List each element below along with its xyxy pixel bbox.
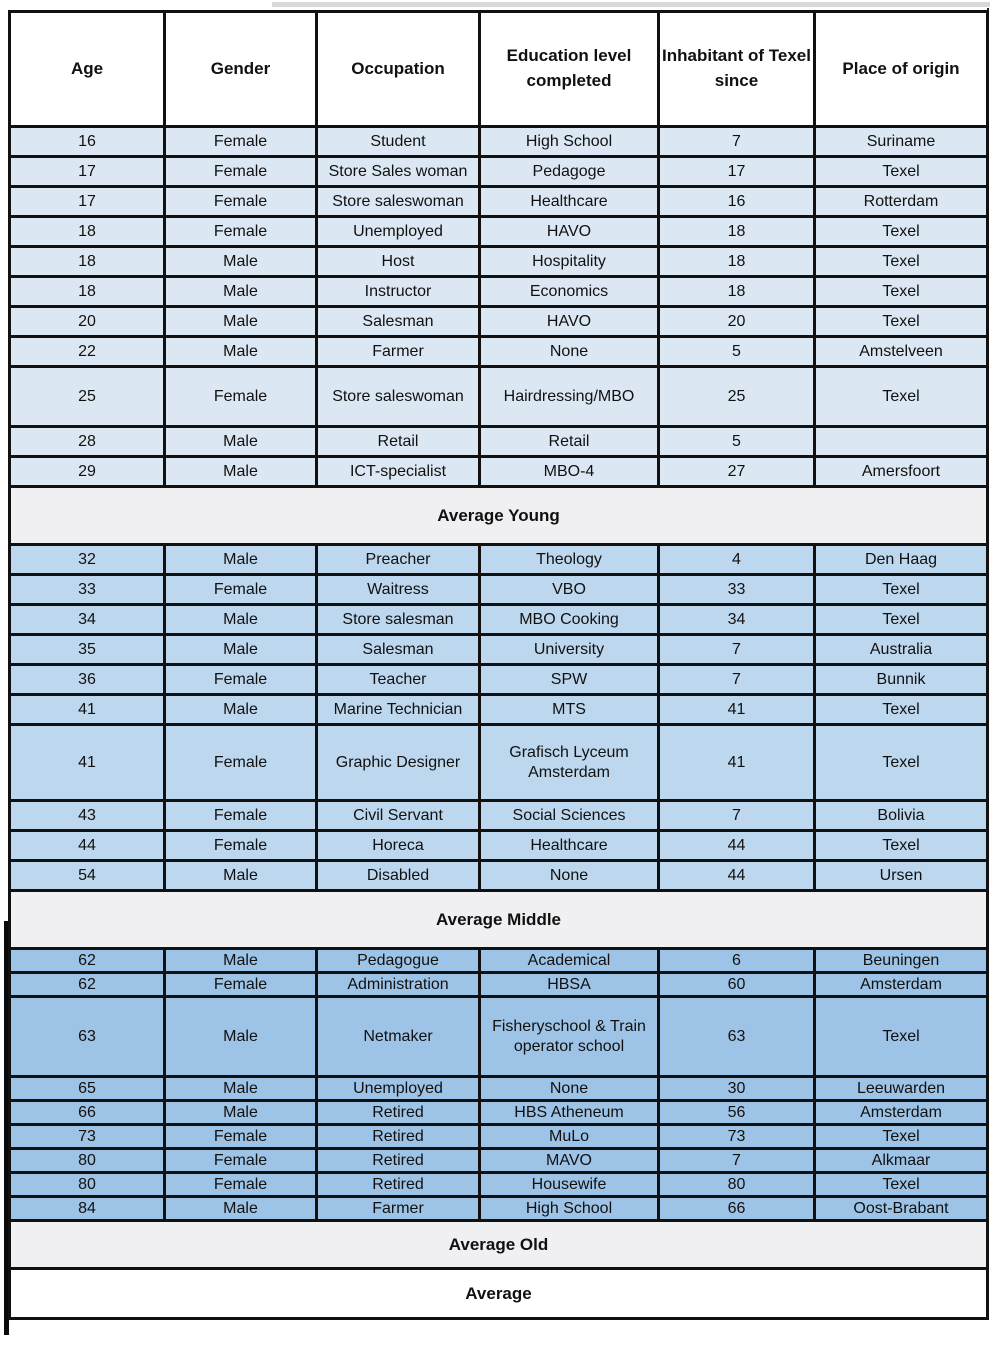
cell-texel-since: 16: [659, 187, 815, 217]
cell-occupation: Store saleswoman: [317, 187, 480, 217]
cell-occupation: Netmaker: [317, 997, 480, 1077]
cell-gender: Male: [165, 545, 317, 575]
cell-origin: Australia: [815, 635, 988, 665]
cell-occupation: Student: [317, 127, 480, 157]
cell-age: 16: [10, 127, 165, 157]
cell-education: None: [480, 861, 659, 891]
cell-education: University: [480, 635, 659, 665]
cell-age: 28: [10, 427, 165, 457]
cell-origin: Bunnik: [815, 665, 988, 695]
cell-gender: Female: [165, 187, 317, 217]
cell-origin: Amstelveen: [815, 337, 988, 367]
cell-occupation: Retired: [317, 1149, 480, 1173]
cell-origin: Amersfoort: [815, 457, 988, 487]
table-row: [10, 545, 988, 575]
cell-gender: Male: [165, 307, 317, 337]
cell-age: 32: [10, 545, 165, 575]
cell-occupation: Host: [317, 247, 480, 277]
cell-gender: Male: [165, 1197, 317, 1221]
cell-gender: Male: [165, 1101, 317, 1125]
cell-education: None: [480, 1077, 659, 1101]
cell-texel-since: 18: [659, 277, 815, 307]
cell-origin: Texel: [815, 217, 988, 247]
cell-origin: Amsterdam: [815, 1101, 988, 1125]
cell-gender: Female: [165, 801, 317, 831]
cell-occupation: Retired: [317, 1173, 480, 1197]
cell-origin: Texel: [815, 247, 988, 277]
cell-texel-since: 5: [659, 427, 815, 457]
table-row: [10, 1125, 988, 1149]
cell-age: 29: [10, 457, 165, 487]
cell-education: Hospitality: [480, 247, 659, 277]
cell-education: Academical: [480, 949, 659, 973]
cell-gender: Female: [165, 1149, 317, 1173]
table-row: [10, 1149, 988, 1173]
cell-education: VBO: [480, 575, 659, 605]
cell-origin: Bolivia: [815, 801, 988, 831]
table-row: [10, 635, 988, 665]
col-header-gender: Gender: [165, 12, 317, 127]
table-row: [10, 575, 988, 605]
cell-occupation: Administration: [317, 973, 480, 997]
table-row: [10, 973, 988, 997]
col-header-age: Age: [10, 12, 165, 127]
cell-gender: Female: [165, 1173, 317, 1197]
cell-texel-since: 30: [659, 1077, 815, 1101]
cell-origin: Texel: [815, 695, 988, 725]
cell-texel-since: 56: [659, 1101, 815, 1125]
cell-age: 41: [10, 725, 165, 801]
cell-texel-since: 18: [659, 217, 815, 247]
cell-gender: Female: [165, 127, 317, 157]
cell-education: MBO Cooking: [480, 605, 659, 635]
col-header-occupation: Occupation: [317, 12, 480, 127]
cell-education: Retail: [480, 427, 659, 457]
cell-gender: Male: [165, 457, 317, 487]
cell-gender: Male: [165, 861, 317, 891]
cell-education: HBS Atheneum: [480, 1101, 659, 1125]
cell-texel-since: 7: [659, 127, 815, 157]
cell-education: MuLo: [480, 1125, 659, 1149]
cell-texel-since: 41: [659, 725, 815, 801]
cell-gender: Female: [165, 831, 317, 861]
cell-occupation: Retired: [317, 1125, 480, 1149]
cell-education: Hairdressing/MBO: [480, 367, 659, 427]
cell-age: 17: [10, 157, 165, 187]
cell-education: Grafisch Lyceum Amsterdam: [480, 725, 659, 801]
cell-gender: Female: [165, 973, 317, 997]
cell-occupation: Store Sales woman: [317, 157, 480, 187]
cell-age: 18: [10, 217, 165, 247]
cell-education: High School: [480, 1197, 659, 1221]
cell-age: 33: [10, 575, 165, 605]
cell-education: HAVO: [480, 217, 659, 247]
cell-age: 41: [10, 695, 165, 725]
table-row: [10, 157, 988, 187]
cell-origin: Texel: [815, 831, 988, 861]
cell-age: 36: [10, 665, 165, 695]
cell-texel-since: 5: [659, 337, 815, 367]
cell-age: 17: [10, 187, 165, 217]
cell-texel-since: 73: [659, 1125, 815, 1149]
cell-education: SPW: [480, 665, 659, 695]
cell-education: Healthcare: [480, 187, 659, 217]
col-header-origin: Place of origin: [815, 12, 988, 127]
table-row: [10, 1101, 988, 1125]
cell-texel-since: 44: [659, 861, 815, 891]
cell-origin: Texel: [815, 725, 988, 801]
cell-education: Social Sciences: [480, 801, 659, 831]
cell-age: 20: [10, 307, 165, 337]
cell-age: 62: [10, 973, 165, 997]
cell-origin: Texel: [815, 997, 988, 1077]
cell-education: Healthcare: [480, 831, 659, 861]
cell-gender: Female: [165, 665, 317, 695]
cell-gender: Female: [165, 1125, 317, 1149]
cell-gender: Female: [165, 367, 317, 427]
table-row: [10, 427, 988, 457]
cell-origin: Texel: [815, 575, 988, 605]
group-banner-label: Average Middle: [10, 891, 988, 949]
group-young: [10, 127, 988, 545]
cell-occupation: Store saleswoman: [317, 367, 480, 427]
cell-origin: Texel: [815, 605, 988, 635]
cell-texel-since: 34: [659, 605, 815, 635]
cell-gender: Male: [165, 695, 317, 725]
cell-age: 63: [10, 997, 165, 1077]
cell-gender: Female: [165, 725, 317, 801]
cell-origin: Alkmaar: [815, 1149, 988, 1173]
cell-age: 66: [10, 1101, 165, 1125]
table-row: [10, 277, 988, 307]
cell-education: Pedagoge: [480, 157, 659, 187]
cell-age: 80: [10, 1173, 165, 1197]
cell-texel-since: 33: [659, 575, 815, 605]
cell-gender: Male: [165, 1077, 317, 1101]
cell-education: MTS: [480, 695, 659, 725]
cell-age: 73: [10, 1125, 165, 1149]
cell-texel-since: 7: [659, 665, 815, 695]
cell-occupation: ICT-specialist: [317, 457, 480, 487]
table-row: [10, 605, 988, 635]
cell-origin: Amsterdam: [815, 973, 988, 997]
table-row: [10, 801, 988, 831]
group-footer: [10, 1269, 988, 1319]
cell-texel-since: 18: [659, 247, 815, 277]
cell-age: 25: [10, 367, 165, 427]
cell-gender: Male: [165, 997, 317, 1077]
cell-texel-since: 27: [659, 457, 815, 487]
cell-gender: Male: [165, 277, 317, 307]
cell-age: 44: [10, 831, 165, 861]
cell-occupation: Pedagogue: [317, 949, 480, 973]
table-row: [10, 1197, 988, 1221]
cell-age: 43: [10, 801, 165, 831]
table-row: [10, 831, 988, 861]
cell-texel-since: 7: [659, 635, 815, 665]
cell-education: MAVO: [480, 1149, 659, 1173]
cell-origin: [815, 427, 988, 457]
cell-age: 54: [10, 861, 165, 891]
group-banner-middle: [10, 891, 988, 949]
table-row: [10, 187, 988, 217]
cell-texel-since: 80: [659, 1173, 815, 1197]
table-row: [10, 307, 988, 337]
cell-age: 18: [10, 247, 165, 277]
table-row: [10, 217, 988, 247]
cell-occupation: Unemployed: [317, 217, 480, 247]
cell-origin: Texel: [815, 307, 988, 337]
cell-texel-since: 6: [659, 949, 815, 973]
cell-gender: Male: [165, 635, 317, 665]
cell-education: Theology: [480, 545, 659, 575]
cell-texel-since: 4: [659, 545, 815, 575]
col-header-education: Education level completed: [480, 12, 659, 127]
cell-occupation: Salesman: [317, 635, 480, 665]
group-old: [10, 949, 988, 1269]
group-banner-overall: [10, 1269, 988, 1319]
cell-texel-since: 44: [659, 831, 815, 861]
cell-origin: Den Haag: [815, 545, 988, 575]
cell-texel-since: 60: [659, 973, 815, 997]
respondents-table: [8, 10, 989, 1320]
cell-age: 34: [10, 605, 165, 635]
col-header-texel-since: Inhabitant of Texel since: [659, 12, 815, 127]
cell-origin: Oost-Brabant: [815, 1197, 988, 1221]
table-row: [10, 695, 988, 725]
group-banner-old: [10, 1221, 988, 1269]
cell-gender: Male: [165, 247, 317, 277]
cell-occupation: Retired: [317, 1101, 480, 1125]
cell-education: Economics: [480, 277, 659, 307]
table-header: [10, 12, 988, 127]
cell-gender: Female: [165, 575, 317, 605]
cell-age: 18: [10, 277, 165, 307]
cell-occupation: Farmer: [317, 337, 480, 367]
cell-education: None: [480, 337, 659, 367]
cell-education: MBO-4: [480, 457, 659, 487]
table-row: [10, 367, 988, 427]
cell-education: HBSA: [480, 973, 659, 997]
table-row: [10, 247, 988, 277]
cell-gender: Male: [165, 949, 317, 973]
cell-origin: Rotterdam: [815, 187, 988, 217]
table-row: [10, 861, 988, 891]
cell-occupation: Instructor: [317, 277, 480, 307]
cell-origin: Texel: [815, 1173, 988, 1197]
cell-texel-since: 17: [659, 157, 815, 187]
cell-origin: Texel: [815, 1125, 988, 1149]
table-row: [10, 997, 988, 1077]
cell-age: 65: [10, 1077, 165, 1101]
table-row: [10, 457, 988, 487]
cell-age: 80: [10, 1149, 165, 1173]
cell-occupation: Unemployed: [317, 1077, 480, 1101]
cell-origin: Leeuwarden: [815, 1077, 988, 1101]
cell-occupation: Teacher: [317, 665, 480, 695]
cell-occupation: Civil Servant: [317, 801, 480, 831]
cell-education: Fisheryschool & Train operator school: [480, 997, 659, 1077]
cell-origin: Texel: [815, 157, 988, 187]
cell-texel-since: 66: [659, 1197, 815, 1221]
cell-education: Housewife: [480, 1173, 659, 1197]
cell-texel-since: 63: [659, 997, 815, 1077]
cell-education: High School: [480, 127, 659, 157]
cell-origin: Suriname: [815, 127, 988, 157]
cell-texel-since: 7: [659, 1149, 815, 1173]
group-middle: [10, 545, 988, 949]
table-row: [10, 127, 988, 157]
cell-gender: Male: [165, 337, 317, 367]
cell-age: 84: [10, 1197, 165, 1221]
header-row: [10, 12, 988, 127]
cell-origin: Texel: [815, 367, 988, 427]
cell-texel-since: 20: [659, 307, 815, 337]
cell-occupation: Graphic Designer: [317, 725, 480, 801]
cell-texel-since: 7: [659, 801, 815, 831]
group-banner-label: Average Old: [10, 1221, 988, 1269]
cell-occupation: Waitress: [317, 575, 480, 605]
cell-age: 62: [10, 949, 165, 973]
cell-occupation: Retail: [317, 427, 480, 457]
cell-texel-since: 41: [659, 695, 815, 725]
cell-occupation: Salesman: [317, 307, 480, 337]
cell-origin: Ursen: [815, 861, 988, 891]
cell-occupation: Disabled: [317, 861, 480, 891]
cell-texel-since: 25: [659, 367, 815, 427]
group-banner-label: Average Young: [10, 487, 988, 545]
table-row: [10, 725, 988, 801]
table-row: [10, 665, 988, 695]
cell-age: 22: [10, 337, 165, 367]
table-row: [10, 337, 988, 367]
cell-origin: Texel: [815, 277, 988, 307]
cell-gender: Male: [165, 427, 317, 457]
cell-gender: Female: [165, 157, 317, 187]
cell-age: 35: [10, 635, 165, 665]
group-banner-label: Average: [10, 1269, 988, 1319]
cell-origin: Beuningen: [815, 949, 988, 973]
scan-artifact-top-strip: [272, 2, 990, 7]
table-row: [10, 1077, 988, 1101]
cell-education: HAVO: [480, 307, 659, 337]
table-row: [10, 949, 988, 973]
group-banner-young: [10, 487, 988, 545]
cell-occupation: Marine Technician: [317, 695, 480, 725]
cell-occupation: Horeca: [317, 831, 480, 861]
cell-gender: Female: [165, 217, 317, 247]
table-row: [10, 1173, 988, 1197]
cell-occupation: Store salesman: [317, 605, 480, 635]
cell-occupation: Farmer: [317, 1197, 480, 1221]
cell-gender: Male: [165, 605, 317, 635]
cell-occupation: Preacher: [317, 545, 480, 575]
